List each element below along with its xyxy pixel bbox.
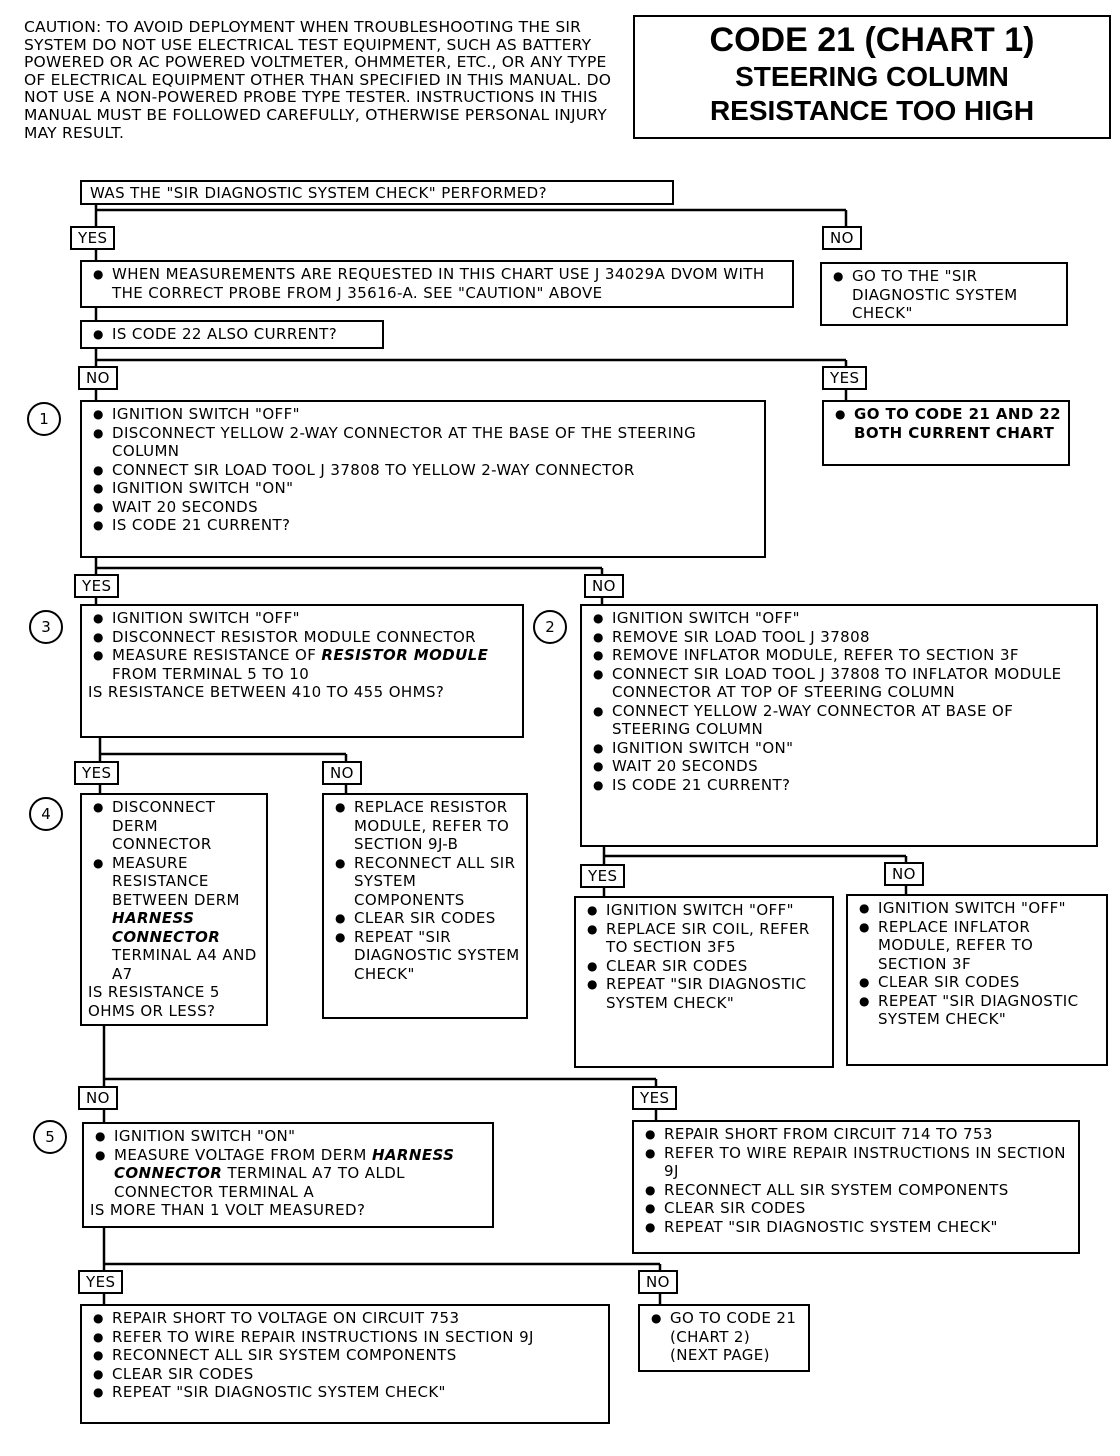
list-item: ● REMOVE INFLATOR MODULE, REFER TO SECTION 3F — [588, 646, 1090, 665]
box-step-4 — [80, 793, 268, 1026]
box-replace-resistor-module — [322, 793, 528, 1019]
list-item: ● REPEAT "SIR DIAGNOSTIC SYSTEM CHECK" — [88, 1383, 602, 1402]
step-number-2: 2 — [533, 610, 567, 644]
list-item: ● RECONNECT ALL SIR SYSTEM COMPONENTS — [640, 1181, 1072, 1200]
list-item: ● REMOVE SIR LOAD TOOL J 37808 — [588, 628, 1090, 647]
list-item: ● DISCONNECT RESISTOR MODULE CONNECTOR — [88, 628, 516, 647]
list-item: ● REPEAT "SIR DIAGNOSTIC SYSTEM CHECK" — [330, 928, 520, 984]
list-item: ● IGNITION SWITCH "OFF" — [582, 901, 826, 920]
label-yes: YES — [74, 761, 119, 785]
box-go-to-sir-check — [820, 262, 1068, 326]
list-item: ● WAIT 20 SECONDS — [88, 498, 758, 517]
box-measurement-instructions — [80, 260, 794, 308]
caution-text: CAUTION: TO AVOID DEPLOYMENT WHEN TROUBLESHOOTING THE SIR SYSTEM DO NOT USE ELECTRICAL TEST EQUIPMENT, SUCH AS BATTERY POWERED OR AC POWERED VOLTMETER, OHMMETER, ETC., OR ANY TYPE OF ELECTRICAL EQUIPMENT OTHER THAN SPECIFIED IN THIS MANUAL. DO NOT USE A NON-POWERED PROBE TYPE TESTER. INSTRUCTIONS IN THIS MANUAL MUST BE FOLLOWED CAREFULLY, OTHERWISE PERSONAL INJURY MAY RESULT. — [24, 18, 612, 142]
chart-subtitle-line1: STEERING COLUMN — [735, 61, 1009, 92]
chart-code-title: CODE 21 (CHART 1) — [709, 21, 1035, 59]
list-item: ● REPEAT "SIR DIAGNOSTIC SYSTEM CHECK" — [854, 992, 1100, 1029]
list-item: ● CONNECT SIR LOAD TOOL J 37808 TO INFLATOR MODULE CONNECTOR AT TOP OF STEERING COLUMN — [588, 665, 1090, 702]
step-4-question: IS RESISTANCE 5 OHMS OR LESS? — [88, 983, 220, 1020]
question-code-22-current — [80, 320, 384, 349]
list-item: ● IGNITION SWITCH "OFF" — [88, 405, 758, 424]
list-item: ● REPAIR SHORT FROM CIRCUIT 714 TO 753 — [640, 1125, 1072, 1144]
label-no: NO — [78, 366, 118, 390]
step-number-1: 1 — [27, 402, 61, 436]
list-item: ● REPEAT "SIR DIAGNOSTIC SYSTEM CHECK" — [582, 975, 826, 1012]
list-item: ● GO TO THE "SIR DIAGNOSTIC SYSTEM CHECK" — [828, 267, 1060, 323]
list-item: ● RECONNECT ALL SIR SYSTEM COMPONENTS — [330, 854, 520, 910]
label-no: NO — [638, 1270, 678, 1294]
label-yes: YES — [822, 366, 867, 390]
label-yes: YES — [78, 1270, 123, 1294]
list-item: ● CLEAR SIR CODES — [88, 1365, 602, 1384]
list-item: ● CLEAR SIR CODES — [640, 1199, 1072, 1218]
terminal-text: TERMINAL A7 TO ALDL CONNECTOR TERMINAL A — [114, 1164, 405, 1201]
list-item: ● IS CODE 21 CURRENT? — [588, 776, 1090, 795]
list-item — [88, 646, 516, 683]
measure-text: MEASURE RESISTANCE OF — [112, 646, 317, 664]
measure-text: MEASURE VOLTAGE FROM DERM — [114, 1145, 367, 1164]
list-item: ● IGNITION SWITCH "OFF" — [88, 609, 516, 628]
harness-connector-emphasis: HARNESS CONNECTOR — [114, 1145, 455, 1182]
list-item: ● WHEN MEASUREMENTS ARE REQUESTED IN THIS CHART USE J 34029A DVOM WITH THE CORRECT PROBE FROM J 35616-A. SEE "CAUTION" ABOVE — [88, 265, 786, 302]
list-item: ● CONNECT YELLOW 2-WAY CONNECTOR AT BASE OF STEERING COLUMN — [588, 702, 1090, 739]
list-item: ● IS CODE 22 ALSO CURRENT? — [88, 325, 376, 344]
box-repair-circuit-714 — [632, 1120, 1080, 1254]
list-item — [90, 1146, 486, 1202]
label-no: NO — [78, 1086, 118, 1110]
label-no: NO — [822, 226, 862, 250]
box-repair-circuit-753 — [80, 1304, 610, 1424]
label-no: NO — [584, 574, 624, 598]
box-step-5 — [82, 1122, 494, 1228]
list-item: ● REPAIR SHORT TO VOLTAGE ON CIRCUIT 753 — [88, 1309, 602, 1328]
label-no: NO — [322, 761, 362, 785]
list-item: ● REPEAT "SIR DIAGNOSTIC SYSTEM CHECK" — [640, 1218, 1072, 1237]
box-step-2 — [580, 604, 1098, 847]
list-item: ● IGNITION SWITCH "ON" — [588, 739, 1090, 758]
resistor-module-emphasis: RESISTOR MODULE — [321, 646, 489, 664]
list-item: ● IGNITION SWITCH "OFF" — [588, 609, 1090, 628]
step-5-question: IS MORE THAN 1 VOLT MEASURED? — [90, 1201, 366, 1219]
box-replace-inflator-module — [846, 894, 1108, 1066]
list-item: ● REPLACE RESISTOR MODULE, REFER TO SECTION 9J-B — [330, 798, 520, 854]
label-no: NO — [884, 862, 924, 886]
label-yes: YES — [74, 574, 119, 598]
box-step-3 — [80, 604, 524, 738]
list-item: ● RECONNECT ALL SIR SYSTEM COMPONENTS — [88, 1346, 602, 1365]
question-sir-check-performed: WAS THE "SIR DIAGNOSTIC SYSTEM CHECK" PERFORMED? — [80, 180, 674, 205]
measure-text: MEASURE RESISTANCE BETWEEN DERM — [112, 853, 240, 909]
step-number-3: 3 — [29, 610, 63, 644]
box-replace-sir-coil — [574, 896, 834, 1068]
step-number-5: 5 — [33, 1120, 67, 1154]
list-item: ● IS CODE 21 CURRENT? — [88, 516, 758, 535]
list-item: ● IGNITION SWITCH "ON" — [88, 479, 758, 498]
chart-subtitle-line2: RESISTANCE TOO HIGH — [709, 95, 1035, 126]
list-item: ● GO TO CODE 21 (CHART 2) (NEXT PAGE) — [646, 1309, 802, 1365]
box-go-to-code-21-22 — [822, 400, 1070, 466]
chart-title-box — [633, 15, 1111, 139]
label-yes: YES — [632, 1086, 677, 1110]
list-item — [88, 854, 260, 984]
list-item: ● DISCONNECT YELLOW 2-WAY CONNECTOR AT THE BASE OF THE STEERING COLUMN — [88, 424, 758, 461]
list-item: ● GO TO CODE 21 AND 22 BOTH CURRENT CHART — [830, 405, 1062, 442]
list-item: ● CLEAR SIR CODES — [330, 909, 520, 928]
step-3-question: IS RESISTANCE BETWEEN 410 TO 455 OHMS? — [88, 683, 445, 701]
step-number-4: 4 — [29, 797, 63, 831]
list-item: ● CLEAR SIR CODES — [854, 973, 1100, 992]
list-item: ● REFER TO WIRE REPAIR INSTRUCTIONS IN SECTION 9J — [640, 1144, 1072, 1181]
terminal-text: TERMINAL A4 AND A7 — [112, 946, 257, 983]
list-item: ● IGNITION SWITCH "OFF" — [854, 899, 1100, 918]
list-item: ● WAIT 20 SECONDS — [588, 757, 1090, 776]
list-item: ● CLEAR SIR CODES — [582, 957, 826, 976]
label-yes: YES — [580, 864, 625, 888]
list-item: ● IGNITION SWITCH "ON" — [90, 1127, 486, 1146]
terminal-text: FROM TERMINAL 5 TO 10 — [112, 664, 310, 683]
list-item: ● REPLACE SIR COIL, REFER TO SECTION 3F5 — [582, 920, 826, 957]
box-step-1 — [80, 400, 766, 558]
list-item: ● REFER TO WIRE REPAIR INSTRUCTIONS IN SECTION 9J — [88, 1328, 602, 1347]
harness-connector-emphasis: HARNESS CONNECTOR — [112, 909, 221, 946]
list-item: ● DISCONNECT DERM CONNECTOR — [88, 798, 260, 854]
list-item: ● CONNECT SIR LOAD TOOL J 37808 TO YELLOW 2-WAY CONNECTOR — [88, 461, 758, 480]
list-item: ● REPLACE INFLATOR MODULE, REFER TO SECTION 3F — [854, 918, 1100, 974]
label-yes: YES — [70, 226, 115, 250]
box-go-to-chart-2 — [638, 1304, 810, 1372]
